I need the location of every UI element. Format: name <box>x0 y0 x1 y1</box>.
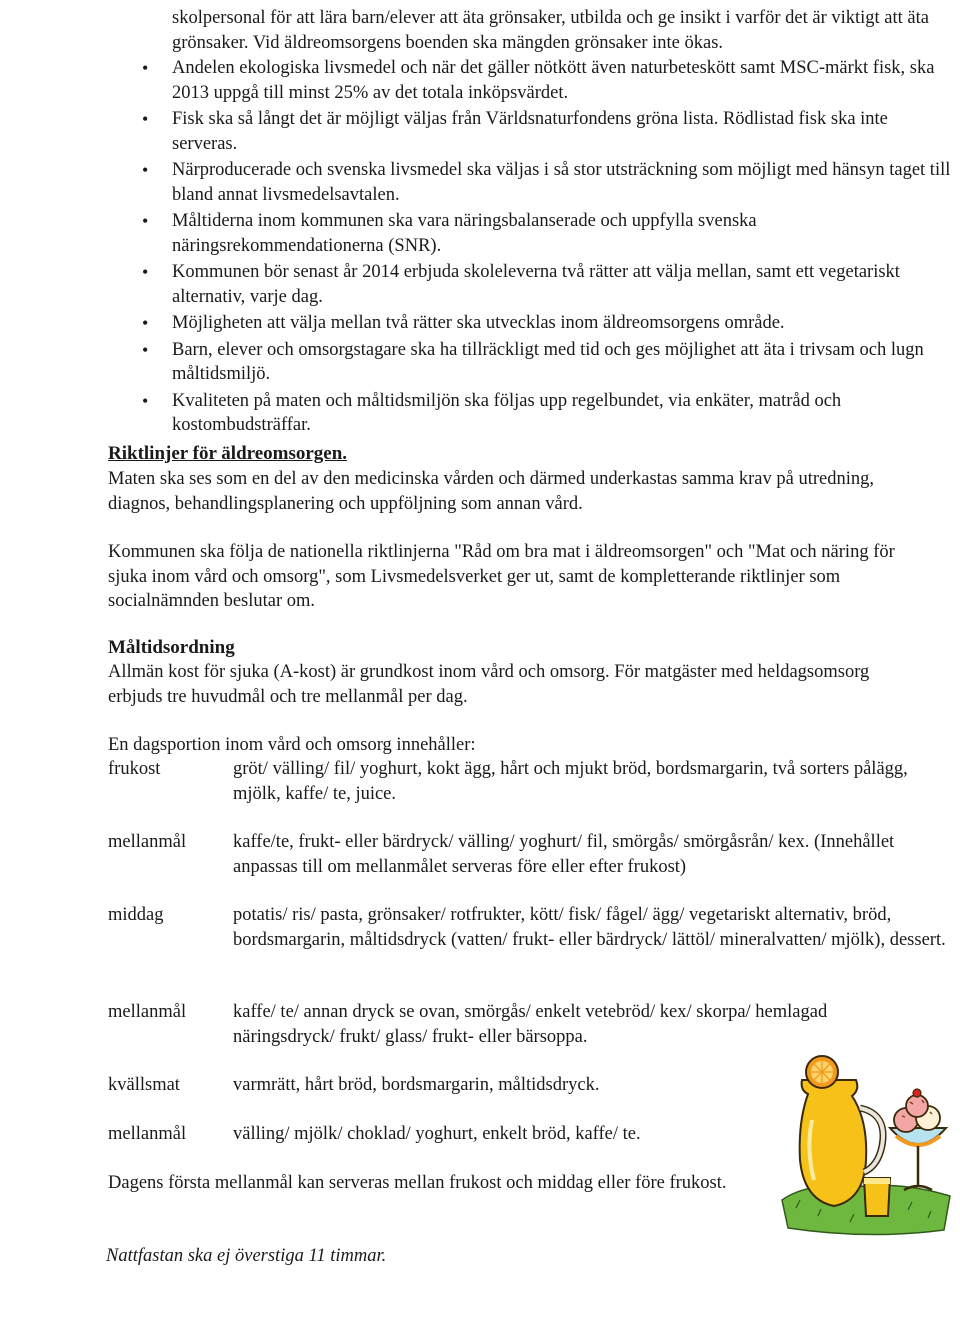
paragraph-a-kost: Allmän kost för sjuka (A-kost) är grundkost inom vård och omsorg. För matgäster med heldagsomsorg erbjuds tre huvudmål och tre mellanmål per dag. <box>108 662 870 707</box>
bullet-item-two-dishes-elderly: • Möjligheten att välja mellan två rätter ska utvecklas inom äldreomsorgens område. <box>0 311 960 336</box>
meal-desc-supper: varmrätt, hårt bröd, bordsmargarin, måltidsdryck. <box>233 1075 600 1095</box>
bullet-item-meal-time: • Barn, elever och omsorgstagare ska ha tillräckligt med tid och ges möjlighet att äta i trivsam och lugn måltidsmiljö. <box>0 338 960 387</box>
meal-label-breakfast: frukost <box>108 759 161 779</box>
bullet-item-local-food: • Närproducerade och svenska livsmedel ska väljas i så stor utsträckning som möjligt med hänsyn taget till bland annat livsmedelsavtalen. <box>0 158 960 207</box>
paragraph-medical-care: Maten ska ses som en del av den medicinska vården och därmed underkastas samma krav på utredning, diagnos, behandlingsplanering och uppföljning som annan vård. <box>108 469 874 514</box>
bullet-item-two-dishes-school: • Kommunen bör senast år 2014 erbjuda skoleleverna två rätter att välja mellan, samt ett vegetariskt alternativ, varje dag. <box>0 260 960 309</box>
meal-desc-snack-2: kaffe/ te/ annan dryck se ovan, smörgås/ enkelt vetebröd/ kex/ skorpa/ hemlagad näringsdryck/ frukt/ glass/ frukt- eller bärsoppa. <box>233 1002 828 1047</box>
meal-desc-snack-3: välling/ mjölk/ choklad/ yoghurt, enkelt bröd, kaffe/ te. <box>233 1124 641 1144</box>
meal-desc-breakfast: gröt/ välling/ fil/ yoghurt, kokt ägg, hårt och mjukt bröd, bordsmargarin, två sorters pålägg, mjölk, kaffe/ te, juice. <box>233 759 908 804</box>
night-fast-note: Nattfastan ska ej överstiga 11 timmar. <box>106 1246 387 1266</box>
meal-label-snack-1: mellanmål <box>108 832 187 852</box>
meal-label-snack-2: mellanmål <box>108 1002 187 1022</box>
bullet-item-quality-followup: • Kvaliteten på maten och måltidsmiljön ska följas upp regelbundet, via enkäter, matråd och kostombudsträffar. <box>0 389 960 438</box>
meal-label-supper: kvällsmat <box>108 1075 180 1095</box>
meal-label-snack-3: mellanmål <box>108 1124 187 1144</box>
subheading-meal-schedule: Måltidsordning <box>108 637 235 658</box>
guideline-bullet-list <box>0 56 960 440</box>
meal-label-dinner: middag <box>108 905 164 925</box>
bullet-item-ecological: • Andelen ekologiska livsmedel och när det gäller nötkött även naturbeteskött samt MSC-märkt fisk, ska 2013 uppgå till minst 25% av det totala inköpsvärdet. <box>0 56 960 105</box>
meal-desc-dinner: potatis/ ris/ pasta, grönsaker/ rotfrukter, kött/ fisk/ fågel/ ägg/ vegetariskt alternativ, bröd, bordsmargarin, måltidsdryck (vatten/ frukt- eller bärdryck/ lättöl/ mineralvatten/ mjölk), dessert. <box>233 905 946 950</box>
meal-desc-snack-1: kaffe/te, frukt- eller bärdryck/ välling/ yoghurt/ fil, smörgås/ smörgåsrån/ kex. (Innehållet anpassas till om mellanmålet serveras före eller efter frukost) <box>233 832 895 877</box>
daily-portion-intro: En dagsportion inom vård och omsorg innehåller: <box>108 735 476 755</box>
section-heading-elderly-care: Riktlinjer för äldreomsorgen. <box>108 443 348 464</box>
juice-pitcher-and-dessert-icon <box>778 1050 954 1236</box>
continuation-paragraph: skolpersonal för att lära barn/elever att äta grönsaker, utbilda och ge insikt i varför det är viktigt att äta grönsaker. Vid äldreomsorgens boenden ska mängden grönsaker inte ökas. <box>172 8 929 53</box>
bullet-item-fish: • Fisk ska så långt det är möjligt väljas från Världsnaturfondens gröna lista. Rödlistad fisk ska inte serveras. <box>0 107 960 156</box>
bullet-item-nutrition: • Måltiderna inom kommunen ska vara näringsbalanserade och uppfylla svenska näringsrekommendationerna (SNR). <box>0 209 960 258</box>
paragraph-national-guidelines: Kommunen ska följa de nationella riktlinjerna "Råd om bra mat i äldreomsorgen" och "Mat och näring för sjuka inom vård och omsorg", som Livsmedelsverket ger ut, samt de kompletterande riktlinjer som socialnämnden beslutar om. <box>108 542 895 611</box>
paragraph-first-snack: Dagens första mellanmål kan serveras mellan frukost och middag eller före frukost. <box>108 1173 727 1193</box>
